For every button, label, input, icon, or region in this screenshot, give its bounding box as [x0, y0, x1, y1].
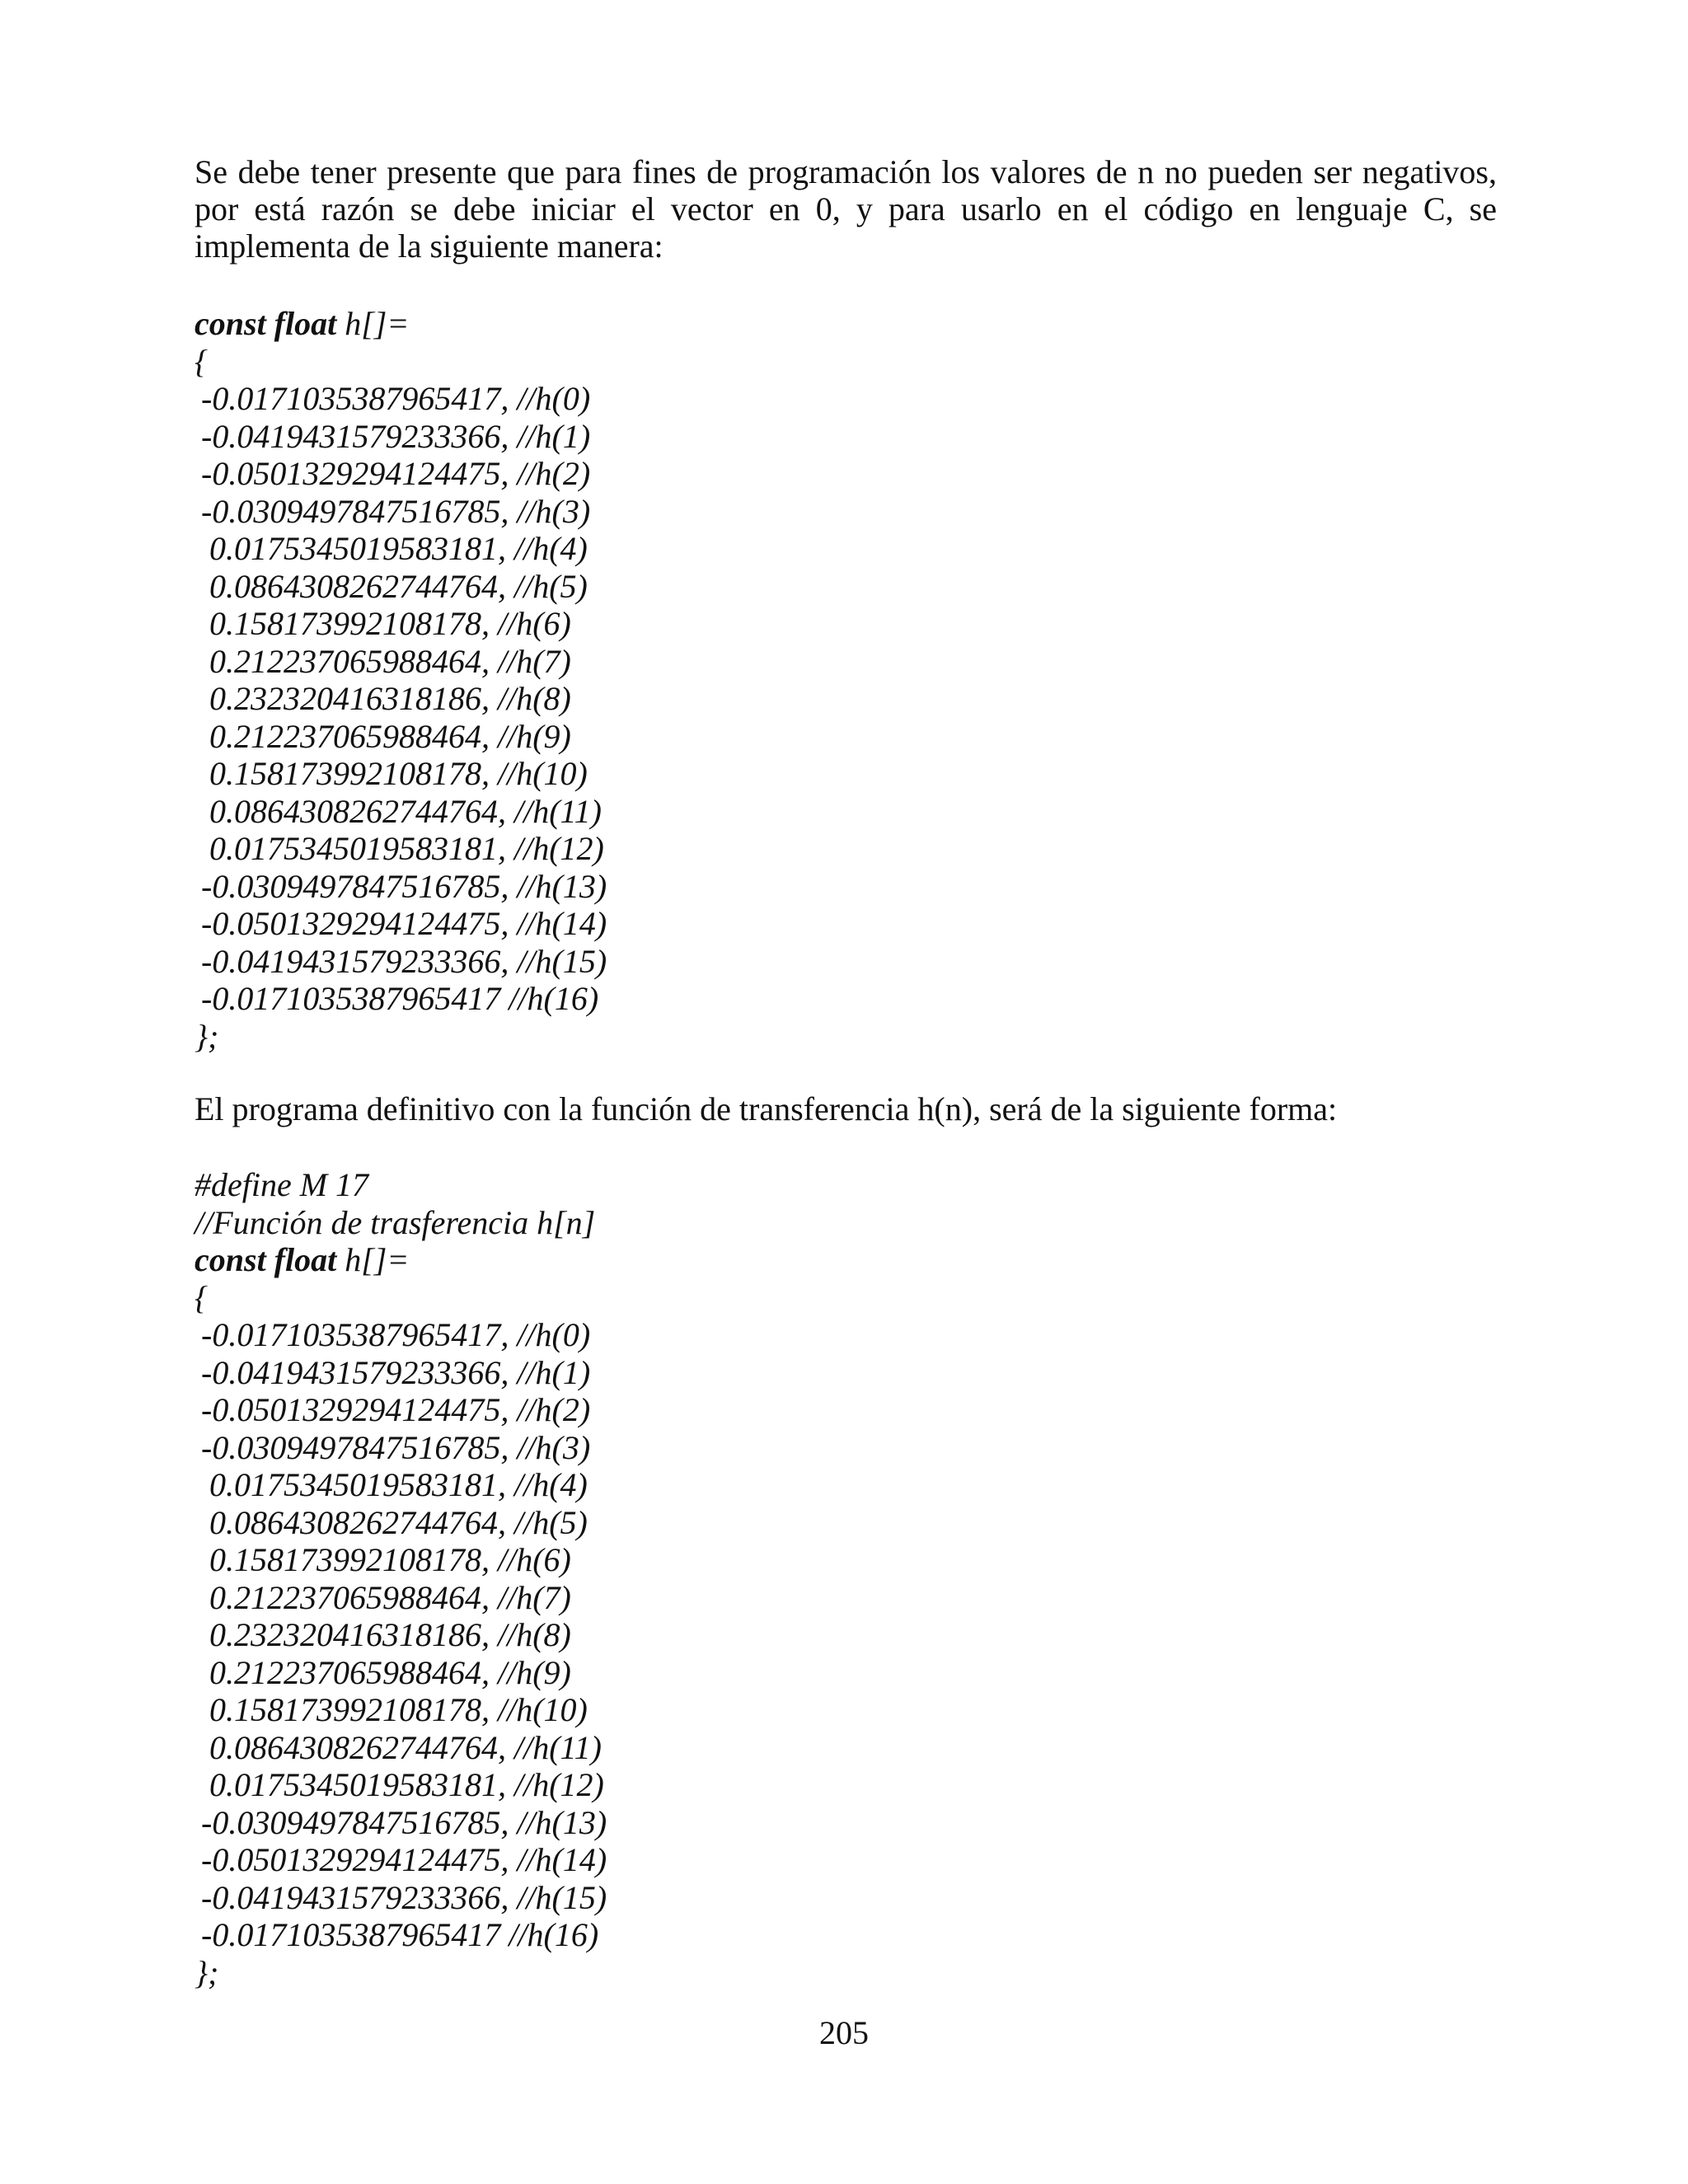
code-value-line: -0.0309497847516785, //h(3)	[201, 1428, 591, 1466]
code-value-line: -0.0501329294124475, //h(14)	[201, 1841, 607, 1878]
code-value-line: -0.0419431579233366, //h(15)	[201, 942, 607, 980]
code-value-line: 0.0175345019583181, //h(12)	[201, 1766, 604, 1803]
code-declaration	[195, 305, 607, 343]
code-open-brace: {	[195, 1278, 208, 1316]
code-block-full-program	[195, 1166, 607, 1991]
code-value-line: -0.0419431579233366, //h(1)	[201, 1353, 591, 1391]
code-value-line: -0.0501329294124475, //h(2)	[201, 1391, 591, 1428]
program-paragraph: El programa definitivo con la función de transferencia h(n), será de la siguiente forma:	[195, 1090, 1338, 1127]
code-value-line: -0.0501329294124475, //h(14)	[201, 905, 607, 942]
code-declaration-rest: h[]=	[336, 1241, 410, 1278]
code-value-line: 0.212237065988464, //h(7)	[201, 642, 571, 680]
code-keyword: const float	[195, 305, 337, 342]
code-keyword: const float	[195, 1241, 337, 1278]
intro-line: por está razón se debe iniciar el vector en 0, y para usarlo en el código en lenguaje C, se	[195, 190, 1497, 227]
code-value-line: 0.0864308262744764, //h(11)	[201, 1728, 602, 1766]
code-close-brace: };	[195, 1017, 219, 1055]
code-value-line: 0.158173992108178, //h(6)	[201, 1541, 571, 1578]
intro-line: implementa de la siguiente manera:	[195, 227, 663, 265]
code-value-line: -0.0309497847516785, //h(13)	[201, 867, 607, 905]
code-value-line: 0.0864308262744764, //h(11)	[201, 792, 602, 830]
code-value-line: -0.0171035387965417 //h(16)	[201, 1916, 599, 1953]
code-value-line: 0.212237065988464, //h(7)	[201, 1578, 571, 1616]
code-comment: //Función de trasferencia h[n]	[195, 1203, 596, 1241]
code-value-line: 0.0864308262744764, //h(5)	[201, 1503, 588, 1541]
code-define: #define M 17	[195, 1166, 369, 1203]
code-value-line: -0.0419431579233366, //h(15)	[201, 1878, 607, 1916]
code-value-line: -0.0171035387965417, //h(0)	[201, 380, 591, 417]
code-value-line: -0.0309497847516785, //h(3)	[201, 492, 591, 530]
code-value-line: 0.158173992108178, //h(10)	[201, 1691, 588, 1728]
code-value-line: -0.0501329294124475, //h(2)	[201, 455, 591, 492]
code-value-line: 0.0864308262744764, //h(5)	[201, 567, 588, 605]
code-declaration-rest: h[]=	[336, 305, 410, 342]
code-value-line: 0.212237065988464, //h(9)	[201, 717, 571, 755]
code-value-line: -0.0309497847516785, //h(13)	[201, 1803, 607, 1841]
code-value-line: -0.0171035387965417, //h(0)	[201, 1316, 591, 1353]
code-close-brace: };	[195, 1953, 219, 1991]
code-value-line: 0.232320416318186, //h(8)	[201, 680, 571, 717]
intro-line: Se debe tener presente que para fines de programación los valores de n no pueden ser negativos,	[195, 153, 1497, 190]
code-value-line: -0.0419431579233366, //h(1)	[201, 417, 591, 455]
code-value-line: 0.212237065988464, //h(9)	[201, 1653, 571, 1691]
page-number: 205	[819, 2014, 869, 2051]
code-value-line: 0.158173992108178, //h(10)	[201, 755, 588, 792]
code-value-line: -0.0171035387965417 //h(16)	[201, 980, 599, 1017]
code-declaration	[195, 1241, 607, 1279]
code-value-line: 0.232320416318186, //h(8)	[201, 1616, 571, 1653]
code-open-brace: {	[195, 342, 208, 380]
code-block-filter-coefficients	[195, 305, 607, 1055]
code-value-line: 0.0175345019583181, //h(12)	[201, 830, 604, 867]
intro-paragraph	[195, 153, 1497, 265]
code-value-line: 0.158173992108178, //h(6)	[201, 605, 571, 642]
code-value-line: 0.0175345019583181, //h(4)	[201, 1466, 588, 1503]
code-value-line: 0.0175345019583181, //h(4)	[201, 530, 588, 567]
